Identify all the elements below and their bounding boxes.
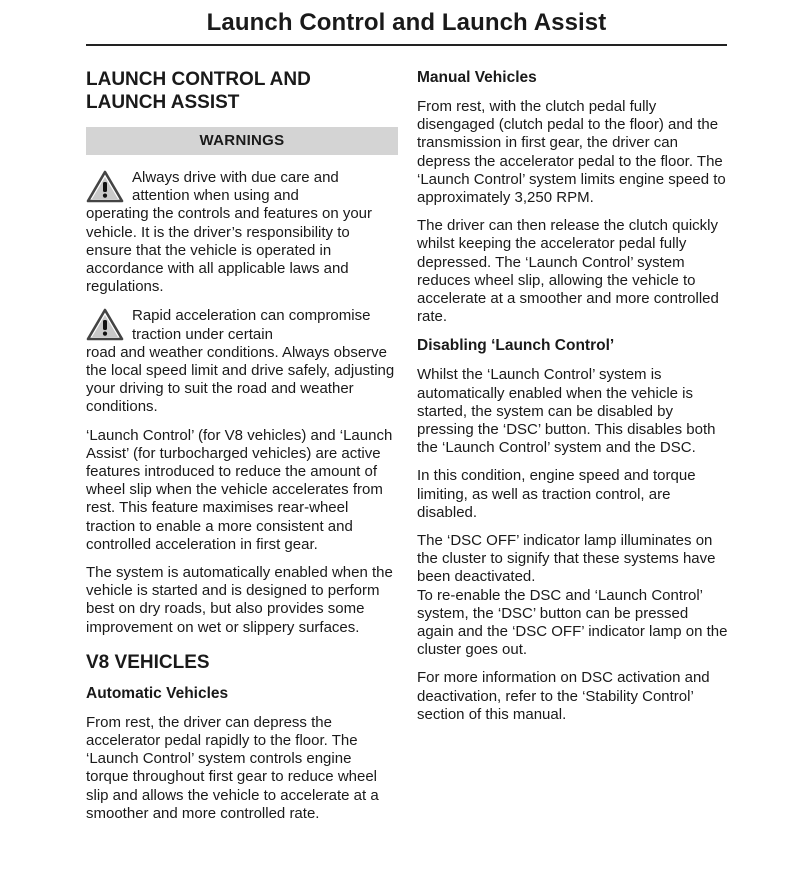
section-title: LAUNCH CONTROL AND LAUNCH ASSIST xyxy=(86,69,311,113)
automatic-paragraph: From rest, the driver can depress the accelerator pedal rapidly to the floor. The ‘Launch Control’ system controls engine torque throughout first gear to reduce wheel slip and allows the vehicle to accelerate at a smoother and more controlled rate. xyxy=(86,713,379,822)
warning-block-1 xyxy=(86,169,398,296)
warnings-banner: WARNINGS xyxy=(86,127,398,155)
system-paragraph: The system is automatically enabled when the vehicle is started and is designed to perform best on dry roads, but also provides some improvement on wet or slippery surfaces. xyxy=(86,564,393,636)
right-column xyxy=(417,68,729,724)
warning-triangle-icon xyxy=(86,170,124,203)
disabling-heading: Disabling ‘Launch Control’ xyxy=(417,337,615,355)
warning-triangle-icon xyxy=(86,308,124,341)
warning-1-lead: Always drive with due care and attention when using and xyxy=(132,169,339,205)
left-column xyxy=(86,68,398,823)
warning-2-lead: Rapid acceleration can compromise traction under certain xyxy=(132,307,371,343)
v8-heading: V8 VEHICLES xyxy=(86,651,210,673)
warning-1-text: operating the controls and features on your vehicle. It is the driver’s responsibility to ensure that the vehicle is operated in accordance with all applicable laws and regulations. xyxy=(86,205,373,296)
intro-paragraph: ‘Launch Control’ (for V8 vehicles) and ‘Launch Assist’ (for turbocharged vehicles) are active features introduced to reduce the amount of wheel slip when the vehicle accelerates from rest. This feature maximises rear-wheel traction to enable a more consistent and controlled acceleration in first gear. xyxy=(86,426,393,553)
automatic-heading: Automatic Vehicles xyxy=(86,684,229,702)
page-title: Launch Control and Launch Assist xyxy=(206,9,607,36)
disabling-paragraph-2: In this condition, engine speed and torque limiting, as well as traction control, are disabled. xyxy=(417,467,696,521)
disabling-paragraph-1: Whilst the ‘Launch Control’ system is automatically enabled when the vehicle is started, the system can be disabled by pressing the ‘DSC’ button. This disables both the ‘Launch Control’ system and the DSC. xyxy=(417,366,716,457)
manual-paragraph-2: The driver can then release the clutch quickly whilst keeping the accelerator pedal fully depressed. The ‘Launch Control’ system reduces wheel slip, allowing the vehicle to accelerate at a smoother and more controlled rate. xyxy=(417,217,719,326)
disabling-paragraph-4: To re-enable the DSC and ‘Launch Control’ system, the ‘DSC’ button can be pressed again and the ‘DSC OFF’ indicator lamp on the cluster goes out. xyxy=(417,586,728,659)
more-info-paragraph: For more information on DSC activation and deactivation, refer to the ‘Stability Control’ section of this manual. xyxy=(417,669,710,723)
manual-heading: Manual Vehicles xyxy=(417,69,537,86)
warning-2-text: road and weather conditions. Always observe the local speed limit and drive safely, adjusting your driving to suit the road and weather conditions. xyxy=(86,343,395,416)
warning-block-2 xyxy=(86,307,398,416)
page-header xyxy=(86,6,727,46)
disabling-paragraph-3: The ‘DSC OFF’ indicator lamp illuminates on the cluster to signify that these systems have been deactivated. xyxy=(417,532,716,586)
manual-paragraph-1: From rest, with the clutch pedal fully disengaged (clutch pedal to the floor) and the transmission in first gear, the driver can depress the accelerator pedal to the floor. The ‘Launch Control’ system limits engine speed to approximately 3,250 RPM. xyxy=(417,98,726,207)
